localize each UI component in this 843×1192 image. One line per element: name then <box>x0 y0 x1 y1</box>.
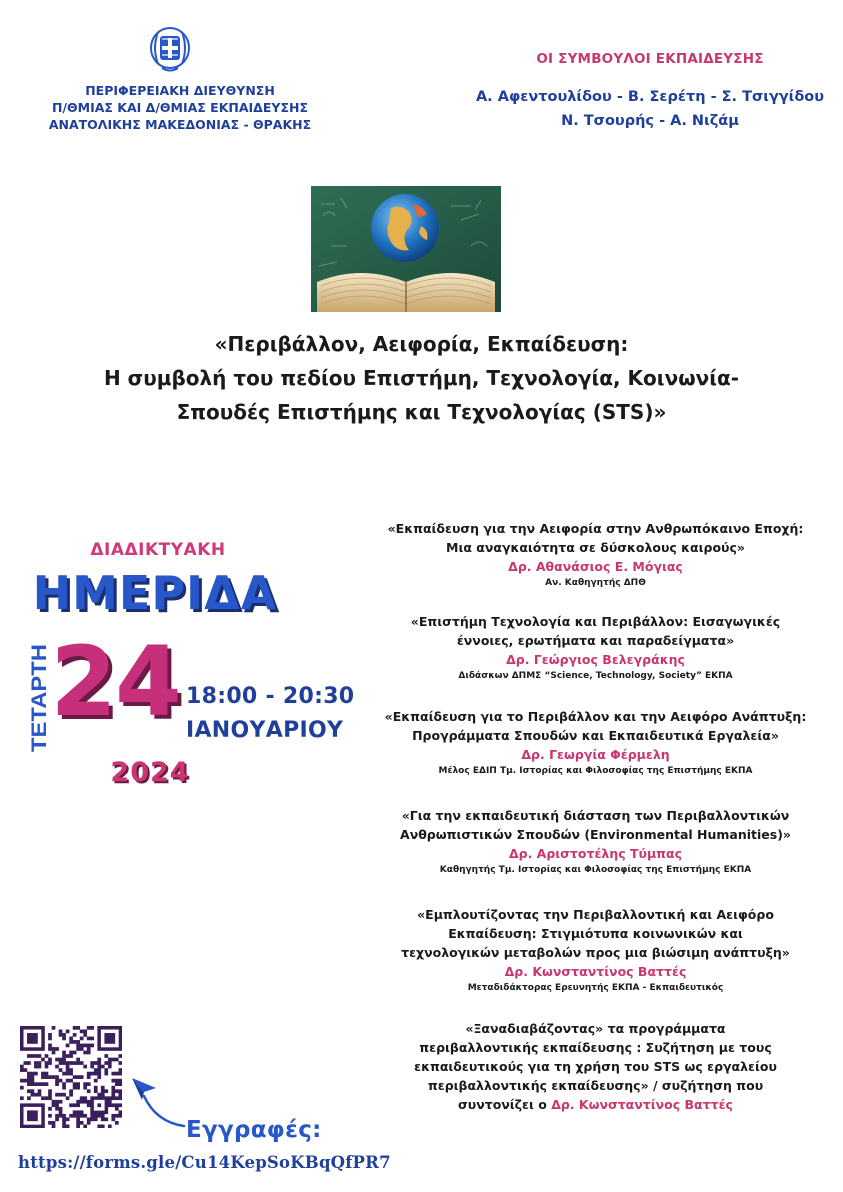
talk-item <box>368 519 823 590</box>
talk-title-line: τεχνολογικών μεταβολών προς μια βιώσιμη ανάπτυξη» <box>401 945 790 960</box>
advisors-names <box>470 85 830 133</box>
talk-title-line: περιβαλλοντικής εκπαίδευσης» / συζήτηση που <box>427 1078 764 1093</box>
talk-speaker-role: Μεταδιδάκτορας Ερευνητής ΕΚΠΑ - Εκπαιδευτικός <box>467 983 724 993</box>
talk-title-line: Ανθρωπιστικών Σπουδών (Environmental Humanities)» <box>400 827 791 842</box>
event-title-line: «Περιβάλλον, Αειφορία, Εκπαίδευση: <box>214 332 629 356</box>
talk-item <box>368 806 823 877</box>
talk-title-line: «Εμπλουτίζοντας την Περιβαλλοντική και Αειφόρο <box>417 907 774 922</box>
talk-title-line: Μια αναγκαιότητα σε δύσκολους καιρούς» <box>446 540 745 555</box>
event-month: ΙΑΝΟΥΑΡΙΟΥ <box>186 718 344 743</box>
moderator-name: Δρ. Κωνσταντίνος Βαττές <box>551 1097 733 1112</box>
directorate-line: ΑΝΑΤΟΛΙΚΗΣ ΜΑΚΕΔΟΝΙΑΣ - ΘΡΑΚΗΣ <box>48 117 312 132</box>
talk-speaker-role: Μέλος ΕΔΙΠ Τμ. Ιστορίας και Φιλοσοφίας της Επιστήμης ΕΚΠΑ <box>438 766 753 776</box>
talk-title-line <box>368 1095 823 1114</box>
talk-title-line: Εκπαίδευση: Στιγμιότυπα κοινωνικών και <box>448 926 743 941</box>
talk-title <box>368 612 823 650</box>
talk-title-line: «Για την εκπαιδευτική διάσταση των Περιβαλλοντικών <box>401 808 790 823</box>
talk-title-line: «Ξαναδιαβάζοντας» τα προγράμματα <box>465 1021 726 1036</box>
directorate-line: ΠΕΡΙΦΕΡΕΙΑΚΗ ΔΙΕΥΘΥΝΣΗ <box>85 83 275 98</box>
qr-code-graphic <box>20 1026 122 1128</box>
greek-emblem-logo <box>148 24 192 74</box>
event-day: 24 <box>50 626 180 738</box>
talks-list <box>368 519 823 1114</box>
event-title-line: Η συμβολή του πεδίου Επιστήμη, Τεχνολογία, Κοινωνία- <box>103 366 740 390</box>
event-time: 18:00 - 20:30 <box>186 684 355 709</box>
talk-speaker: Δρ. Γεώργιος Βελεγράκης <box>506 652 685 667</box>
registration-link[interactable]: https://forms.gle/Cu14KepSoKBqQfPR7 <box>18 1153 391 1172</box>
online-label: ΔΙΑΔΙΚΤΥΑΚΗ <box>90 540 226 560</box>
talk-title <box>368 905 823 962</box>
event-year: 2024 <box>110 757 190 788</box>
globe-on-book-photo <box>311 186 501 312</box>
talk-speaker-role: Διδάσκων ΔΠΜΣ “Science, Technology, Society” ΕΚΠΑ <box>458 671 733 681</box>
talk-item <box>368 612 823 683</box>
moderator-prefix: συντονίζει ο <box>458 1097 547 1112</box>
talk-title-line: έννοιες, ερωτήματα και παραδείγματα» <box>456 633 735 648</box>
directorate-line: Π/ΘΜΙΑΣ ΚΑΙ Δ/ΘΜΙΑΣ ΕΚΠΑΙΔΕΥΣΗΣ <box>51 100 308 115</box>
weekday-text: ΤΕΤΑΡΤΗ <box>28 656 51 752</box>
talk-speaker: Δρ. Κωνσταντίνος Βαττές <box>504 964 687 979</box>
talk-title-line: «Εκπαίδευση για την Αειφορία στην Ανθρωπόκαινο Εποχή: <box>387 521 804 536</box>
talk-title <box>368 707 823 745</box>
event-title <box>40 327 803 429</box>
talk-speaker: Δρ. Γεωργία Φέρμελη <box>521 747 670 762</box>
advisors-line: Ν. Τσουρής - Α. Νιζάμ <box>561 113 739 129</box>
talk-title <box>368 806 823 844</box>
advisors-line: Α. Αφεντουλίδου - Β. Σερέτη - Σ. Τσιγγίδου <box>475 89 825 105</box>
registration-label: Εγγραφές: <box>186 1117 322 1143</box>
talk-title-line: «Επιστήμη Τεχνολογία και Περιβάλλον: Εισαγωγικές <box>410 614 781 629</box>
talk-title-line: «Εκπαίδευση για το Περιβάλλον και την Αειφόρο Ανάπτυξη: <box>384 709 807 724</box>
talk-title-line: εκπαιδευτικούς για τη χρήση του STS ως εργαλείου <box>414 1059 777 1074</box>
event-type-label: ΗΜΕΡΙΔΑ <box>32 566 278 620</box>
talk-speaker: Δρ. Αριστοτέλης Τύμπας <box>508 846 683 861</box>
registration-qr-code[interactable] <box>20 1026 122 1128</box>
advisors-heading: ΟΙ ΣΥΜΒΟΥΛΟΙ ΕΚΠΑΙΔΕΥΣΗΣ <box>536 51 764 67</box>
talk-speaker: Δρ. Αθανάσιος Ε. Μόγιας <box>508 559 683 574</box>
talk-title-line: Προγράμματα Σπουδών και Εκπαιδευτικά Εργαλεία» <box>412 728 779 743</box>
final-discussion-text <box>368 1019 823 1114</box>
talk-item <box>368 707 823 778</box>
final-discussion <box>368 1019 823 1114</box>
talk-speaker-role: Αν. Καθηγητής ΔΠΘ <box>545 578 646 588</box>
talk-title <box>368 519 823 557</box>
talk-title-line: περιβαλλοντικής εκπαίδευσης : Συζήτηση με τους <box>419 1040 772 1055</box>
regional-directorate <box>40 82 320 133</box>
event-title-line: Σπουδές Επιστήμης και Τεχνολογίας (STS)» <box>176 400 667 424</box>
talk-item <box>368 905 823 995</box>
paper-plane-icon <box>126 1074 190 1132</box>
talk-speaker-role: Καθηγητής Τμ. Ιστορίας και Φιλοσοφίας της Επιστήμης ΕΚΠΑ <box>439 865 752 875</box>
